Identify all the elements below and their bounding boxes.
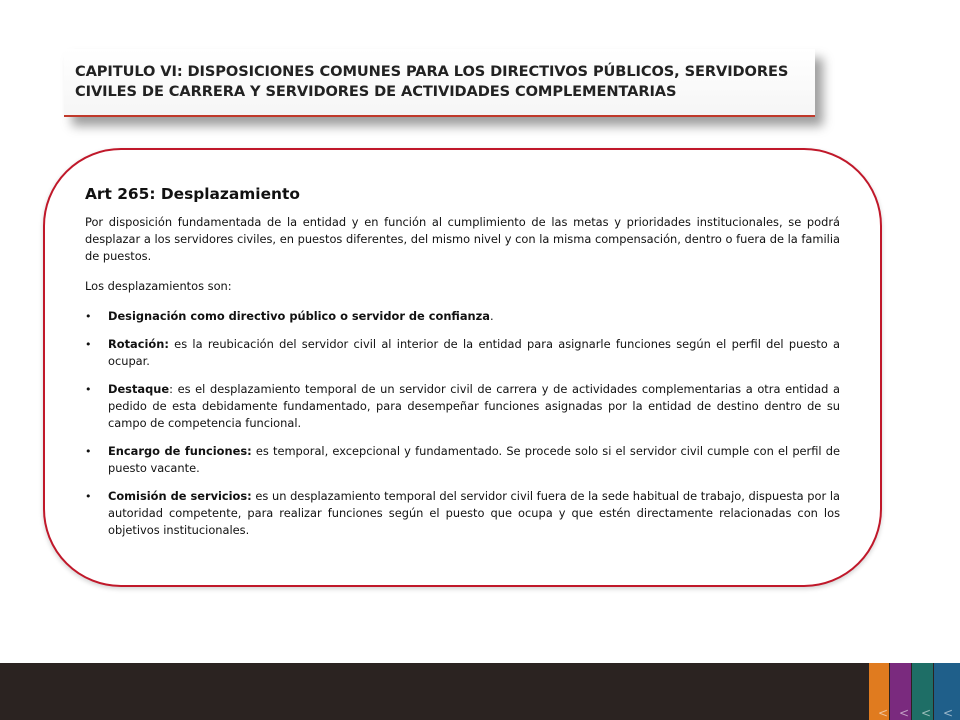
displacement-list — [85, 308, 840, 539]
chevron-left-icon: < — [921, 706, 932, 720]
item-term: Destaque — [108, 382, 170, 396]
article-title: Art 265: Desplazamiento — [85, 185, 300, 203]
bullet-icon: • — [85, 490, 92, 503]
bullet-icon: • — [85, 445, 92, 458]
item-term: Designación como directivo público o servidor de confianza — [108, 309, 490, 323]
list-item-rotacion — [85, 336, 840, 370]
chevron-left-icon: < — [878, 706, 889, 720]
list-item-designacion — [85, 308, 840, 325]
bullet-icon: • — [85, 310, 92, 323]
list-item-encargo — [85, 443, 840, 477]
title-banner — [64, 49, 815, 117]
item-text: . — [490, 309, 494, 323]
list-intro: Los desplazamientos son: — [85, 279, 232, 293]
footer-bar — [0, 663, 960, 720]
chevron-left-icon: < — [899, 706, 910, 720]
list-item-comision — [85, 488, 840, 539]
intro-paragraph: Por disposición fundamentada de la entidad y en función al cumplimiento de las metas y prioridades institucionales, se podrá desplazar a los servidores civiles, en puestos diferentes, del mismo nivel y con la misma compensación, dentro o fuera de la familia de puestos. — [85, 215, 840, 263]
item-text: es la reubicación del servidor civil al interior de la entidad para asignarle funciones según el perfil del puesto a ocupar. — [108, 337, 840, 368]
item-term: Comisión de servicios: — [108, 489, 252, 503]
list-item-destaque — [85, 381, 840, 432]
item-text: : es el desplazamiento temporal de un servidor civil de carrera y de actividades complementarias a otra entidad a pedido de esta debidamente fundamentado, para desempeñar funciones asignadas por la entidad de destino dentro de su campo de competencia funcional. — [108, 382, 840, 430]
bullet-icon: • — [85, 338, 92, 351]
content-body — [85, 183, 840, 550]
item-text: es temporal, excepcional y fundamentado. Se procede solo si el servidor civil cumple con el perfil de puesto vacante. — [108, 444, 840, 475]
content-frame — [43, 148, 882, 587]
slide-title: CAPITULO VI: DISPOSICIONES COMUNES PARA LOS DIRECTIVOS PÚBLICOS, SERVIDORES CIVILES DE CARRERA Y SERVIDORES DE ACTIVIDADES COMPLEMENTARIAS — [75, 63, 789, 100]
item-term: Encargo de funciones: — [108, 444, 252, 458]
item-text: es un desplazamiento temporal del servidor civil fuera de la sede habitual de trabajo, dispuesta por la autoridad competente, para realizar funciones según el puesto que ocupa y que estén directamente relacionadas con los objetivos institucionales. — [108, 489, 840, 537]
chevron-left-icon: < — [943, 706, 954, 720]
item-term: Rotación: — [108, 337, 169, 351]
bullet-icon: • — [85, 383, 92, 396]
